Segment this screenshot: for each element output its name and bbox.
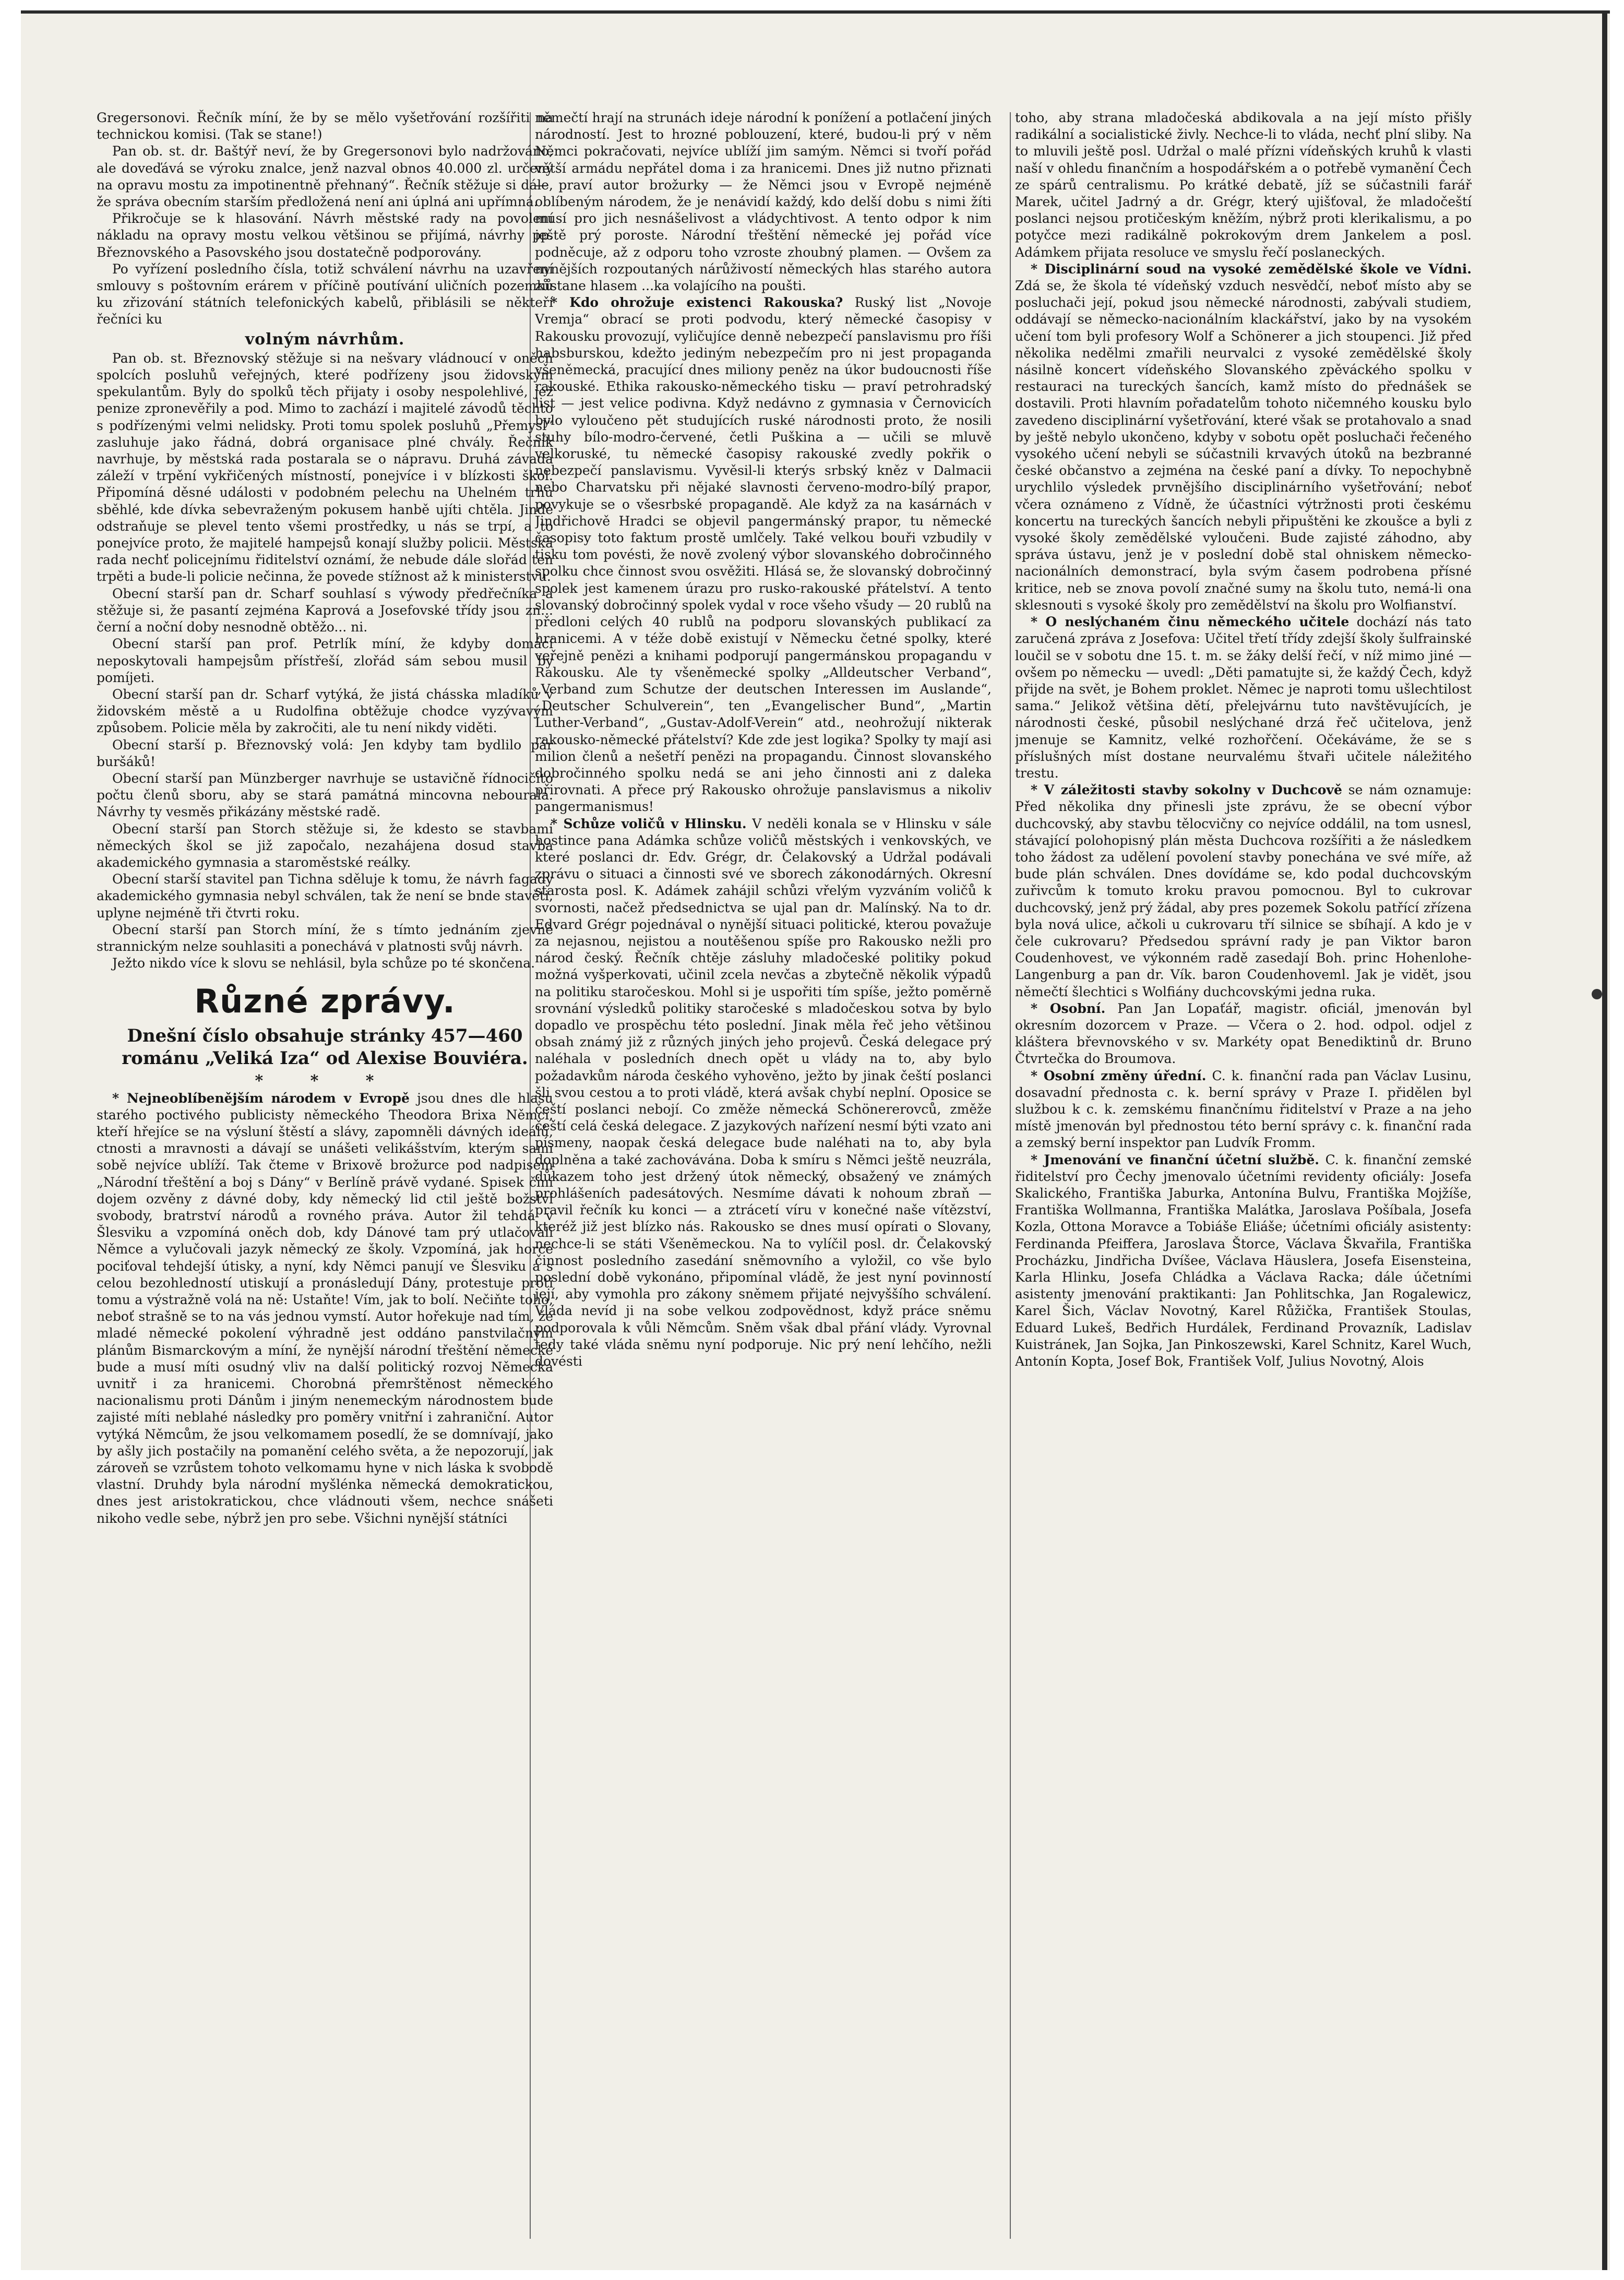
column-1: [97, 110, 553, 2241]
right-border: [1602, 10, 1607, 2270]
article-text: se nám oznamuje: Před několika dny přinesli jste zprávu, že se obecní výbor duchcovský, aby stavbu tělocvičny co nejvíce oddálil, na tom usnesl, stávající polohopisný plán města Duchcova rozšířiti a že následkem toho žádost za udělení povolení stavby ponechána ve své míře, až bude plán schválen. Dnes dovídáme se, kdo podal duchcovským zuřivcům k tomuto kroku pravou pomocnou. Byl to cukrovar duchcovský, jenž prý žádal, aby pres pozemek Sokolu patřící zřízena byla nová ulice, ačkoli u cukrovaru tří silnice se sbíhají. A kdo je v čele cukrovaru? Předsedou správní rady je pan Viktor baron Coudenhovest, ve výkonném radě zasedají Boh. princ Hohenlohe-Langenburg a pan dr. Vík. baron Coudenhoveml. Jak je vidět, jsou němečtí šlechtici s Wolfiány duchcovskými jedna ruka.: [1015, 782, 1472, 999]
paragraph: Pan ob. st. Březnovský stěžuje si na nešvary vládnoucí v oněch spolcích posluhů veřejných, které podřízeny jsou židovským spekulantům. Byly do spolků těch přijaty i osoby nespolehlivé, jež penize zpronevěřily a pod. Mimo to zachází i majitelé závodů těchto s podřízenými velmi nelidsky. Proti tomu spolek posluhů „Přemysl“ zasluhuje jako řádná, dobrá organisace plné chvály. Řečník navrhuje, by městská rada postarala se o nápravu. Druhá závada záleží v trpění vykřičených místností, ponejvíce i v blízkosti škol. Připomíná děsné události v podobném pelechu na Uhelném trhu sběhlé, kde dívka sebevraženým pokusem hanbě ujíti chtěla. Jinde odstraňuje se plevel tento všemi prostředky, u nás se trpí, a to ponejvíce proto, že majitelé hampejsů konají služby policii. Městská rada nechť policejnímu řiditelství oznámí, že nebude dále slořád ten trpěti a bude-li policie nečinna, že povede stížnost až k ministerstvu.: [97, 350, 553, 584]
paragraph: Obecní starší pan prof. Petrlík míní, že kdyby domácí neposkytovali hampejsům přístřeší, zlořád sám sebou musil by pomíjeti.: [97, 636, 553, 685]
paragraph: Obecní starší pan dr. Scharf souhlasí s výwody předřečníka a stěžuje si, že pasantí zejména Kaprová a Josefovské třídy jsou zn... černí a noční doby nesnodně obtěžo... ni.: [97, 586, 553, 635]
article-text: Ruský list „Novoje Vremja“ obrací se proti podvodu, který německé časopisy v Rakousku provozují, vyličujíce denně nebezpečí panslavismu pro říši habsburskou, kdežto jediným nebezpečím pro ni jest propaganda všeněmecká, pracující dnes miliony peněz na úkor budoucnosti říše rakouské. Ethika rakousko-německého tisku — praví petrohradský list — jest velice podivna. Když nedávno z gymnasia v Černovicích bylo vyloučeno pět studujících ruské národnosti proto, že nosili stuhy bílo-modro-červené, četli Puškina a — učili se mluvě velkoruské, tu německé časopisy rakouské zvedly pokřik o nebezpečí panslavismu. Vyvěsil-li kterýs srbský kněz v Dalmacii nebo Charvatsku při nějaké slavnosti červeno-modro-bílý prapor, povykuje se o všesrbské propagandě. Ale když za na kasárnách v Jindřichově Hradci se objevil pangermánský prapor, tu německé časopisy toto faktum prostě umlčely. Také velkou bouři vzbudily v tisku tom povésti, že nově zvolený výbor slovanského dobročinného spolku chce činnost svou osvěžiti. Hlásá se, že slovanský dobročinný spolek jest kamenem úrazu pro rusko-rakouské přátelství. A tento slovanský dobročinný spolek vydal v roce všeho všudy — 20 rublů na předloni celých 40 rublů na podporu slovanských publikací za hranicemi. A v téže době existují v Německu četné spolky, které veřejně penězi a knihami podporují pangermánskou propagandu v Rakousku. Ale ty všeněmecké spolky „Alldeutscher Verband“, „Verband zum Schutze der deutschen Interessen im Auslande“, „Deutscher Schulverein“, ten „Evangelischer Bund“, „Martin Luther-Verband“, „Gustav-Adolf-Verein“ atd., neohrožují nikterak rakousko-německé přátelství? Kde zde jest logika? Spolky ty mají asi milion členů a nešetří penězi na propagandu. Činnost slovanského dobročinného spolku nedá se ani jeho činnosti ani z daleka přirovnati. A přece prý Rakousko ohrožuje panslavismus a nikoliv pangermanismus!: [535, 295, 992, 815]
serial-notice: Dnešní číslo obsahuje stránky 457—460 románu „Veliká Iza“ od Alexise Bouviéra.: [122, 1025, 528, 1069]
paragraph: toho, aby strana mladočeská abdikovala a na její místo přišly radikální a socialistické živly. Nechce-li to vláda, nechť plní sliby. Na to mluvili ještě posl. Udržal o malé přízni vídeňských kruhů k vlasti naší v ohledu finančním a hospodářském a o potřebě vymanění Čech ze spárů centralismu. Po krátké debatě, jíž se súčastnili farář Marek, učitel Jadrný a dr. Grégr, který ujišťoval, že mladočeští poslanci nejsou protičeským kněžím, nýbrž proti klerikalismu, a po potyčce mezi radikálně pokrokovým drem Jankelem a posl. Adámkem přijata resoluce ve smyslu řečí poslaneckých.: [1015, 110, 1472, 260]
article-heading: * Jmenování ve finanční účetní službě.: [1031, 1152, 1319, 1167]
article-heading: * O neslýchaném činu německého učitele: [1031, 614, 1350, 630]
article-heading: * Disciplinární soud na vysoké zemědělské škole ve Vídni.: [1031, 261, 1472, 277]
article-heading: * Nejneoblíbenějším národem v Evropě: [112, 1090, 410, 1106]
column-3: [1015, 110, 1472, 2241]
paragraph: Ježto nikdo více k slovu se nehlásil, byla schůze po té skončena.: [112, 956, 535, 971]
article-heading: * Schůze voličů v Hlinsku.: [551, 816, 747, 831]
column-divider: [1010, 112, 1011, 2239]
paragraph: Obecní starší pan Storch míní, že s tímto jednáním zjevně strannickým nelze souhlasiti a ponechává v platnosti svůj návrh.: [97, 922, 553, 954]
top-border: [21, 10, 1610, 14]
article-heading: * Osobní.: [1031, 1000, 1106, 1016]
paragraph: Po vyřízení posledního čísla, totiž schválení návrhu na uzavření smlouvy s poštovním erárem v příčině poutívání uličních pozemků ku zřizování státních telefonických kabelů, přiblásili se někteří řečníci ku: [97, 261, 553, 327]
article-text: dochází nás tato zaručená zpráva z Josefova: Učitel třetí třídy zdejší školy šulfrainské loučil se v sobotu dne 15. t. m. se žáky delší řečí, v níž mimo jiné — ovšem po německu — uvedl: „Děti pamatujte si, že každý Čech, když přijde na svět, je Bohem proklet. Němec je naproti tomu ušlechtilost sama.“ Jelikož většina dětí, přelejvárnu tuto navštěvujících, je národnosti české, působil neslýchané drzá řeč učitelova, jenž jmenuje se Kamnitz, velké rozhořčení. Očekáváme, že se s příslušných míst dostane neurvalému štvaři učitele náležitého trestu.: [1015, 614, 1472, 781]
article-text: Zdá se, že škola té vídeňský vzduch nesvědčí, neboť místo aby se posluchači její, pokud jsou německé národnosti, zabývali studiem, oddávají se německo-nacionálním klackářství, jako by na vysokém učení tom byli profesory Wolf a Schönerer a jich stoupenci. Již před několika nedělmi zmařili neurvalci z vysoké zemědělské školy násilně koncert vídeňského Slovanského zpěváckého spolku v restauraci na tureckých šancích, kamž místo do přednášek se dostavili. Proti hlavním pořadatelům tohoto ničemného kousku bylo zavedeno disciplinární vyšetřování, které však se protahovalo a snad by ještě nebylo ukončeno, kdyby v sobotu opět posluchači řečeného vysokého učení nebyli se súčastnili krvavých útoků na bezbranné české občanstvo a zejména na české paní a dívky. To nepochybně urychlilo výsledek prvnějšího disciplinárního vyšetřování; neboť včera oznámeno z Vídně, že účastníci výtržnosti proti českému koncertu na tureckých šancích nebyli připuštěni ke zkoušce a byli z vysoké školy zemědělské vyloučeni. Bude zajisté záhodno, aby správa ústavu, jenž je v poslední době stal ohniskem německo-nacionálních demonstrací, byla svým časem podrobena přísné kritice, neb se znova povolí značné sumy na školu tuto, nemá-li ona sklesnouti s vysoké školy pro zemědělství na školu pro Wolfianství.: [1015, 278, 1472, 613]
separator-stars: * * *: [255, 1072, 395, 1091]
paragraph: Obecní starší pan dr. Scharf vytýká, že jistá chásska mladíků v židovském městě a u Rudolfina obtěžuje chodce vyzývavým způsobem. Policie měla by zakročiti, ale tu není nikdy viděti.: [97, 686, 553, 736]
paragraph: Pan ob. st. dr. Baštýř neví, že by Gregersonovi bylo nadržováno, ale doveďává se výroku znalce, jenž nazval obnos 40.000 zl. určený na opravu mostu za impotinentně přehnaný“. Řečník stěžuje si dále, že správa obecním starším předložená není ani úplná ani upřímná.: [97, 144, 553, 210]
paragraph: Obecní starší p. Březnovský volá: Jen kdyby tam bydlilo pár buršáků!: [97, 737, 553, 769]
article-heading: * Osobní změny úřední.: [1031, 1068, 1207, 1083]
binding-hole-mark: [1592, 989, 1602, 999]
paragraph: Obecní starší pan Münzberger navrhuje se ustavičně řídnocičito počtu členů sboru, aby se stará památná mincovna nebourala. Návrhy ty vesměs přikázány městské radě.: [97, 770, 553, 820]
paragraph: Gregersonovi. Řečník míní, že by se mělo vyšetřování rozšířiti na technickou komisi. (Tak se stane!): [97, 110, 553, 142]
article-text: jsou dnes dle hlasu starého poctivého publicisty německého Theodora Brixa Němci, kteří hřejíce se na výsluní štěstí a slávy, zapomněli dávných ideálů, ctnosti a mravnosti a dávají se unášeti velikášstvím, kterým sami sobě nejvíce ublíží. Tak čteme v Brixově brožurce pod nadpisem „Národní třeštění a boj s Dány“ v Berlíně právě vydané. Spisek činí dojem ozvěny z dávné doby, kdy německý lid ctil ještě božství svobody, bratrství národů a rovného práva. Autor žil tehdá v Šlesviku a vzpomíná oněch dob, kdy Dánové tam prý utlačovali Němce a vylučovali jazyk německý ze školy. Vzpomíná, jak horce pociťoval tehdejší útisky, a nyní, kdy Němci panují ve Šlesviku a s celou bezohledností utiskují a pronásledují Dány, protestuje proti tomu a výstražně volá na ně: Ustaňte! Vím, jak to bolí. Nečiňte toho, neboť strašně se to na vás jednou vymstí. Autor hořekuje nad tím, že mladé německé pokolení výhradně jest oddáno panstvilačným plánům Bismarckovým a míní, že nynější národní třeštění německé bude a musí míti osudný vliv na další politický rozvoj Německa uvnitř i za hranicemi. Chorobná přemrštěnost německého nacionalismu proti Dánům i jiným nenemeckým národnostem bude zajisté míti neblahé následky pro poměry vnitřní i zahraniční. Autor vytýká Němcům, že jsou velkomamem posedlí, že se domnívají, jako by ašly jich postačily na pomanění celého světa, a že nepozorují, jak zároveň se vzrůstem tohoto velkomamu hyne v nich láska k svobodě vlastní. Druhdy byla národní myšlénka německá demokratickou, dnes jest aristokratickou, chce vládnouti všem, nechce snášeti nikoho vedle sebe, nýbrž jen pro sebe. Všichni nynější státníci: [97, 1090, 553, 1526]
paragraph: němečtí hrají na strunách ideje národní k ponížení a potlačení jiných národností. Jest to hrozné poblouzení, které, budou-li prý v něm Němci pokračovati, nejvíce ublíží jim samým. Němci si tvoří pořád větší armádu nepřátel doma i za hranicemi. Dnes již nutno přiznati — praví autor brožurky — že Němci jsou v Evropě nejméně oblíbeným národem, že je nenávidí každý, kdo delší dobu s nimi žíti musí pro jich nesnášelivost a vládychtivost. A tento odpor k nim ještě prý poroste. Národní třeštění německé jej pořád více podněcuje, až z odporu toho vzroste zhoubný plamen. — Ovšem za nynějších rozpoutaných nárůživostí německých hlas starého autora zůstane hlasem ...ka volajícího na poušti.: [535, 110, 992, 294]
article-heading: * V záležitosti stavby sokolny v Duchcově: [1031, 782, 1342, 798]
article-text: Pan Jan Lopaťář, magistr. oficiál, jmenován byl okresním dozorcem v Praze. — Včera o 2. hod. odpol. odjel z kláštera břevnovského v sv. Markéty opat Benediktinů dr. Bruno Čtvrtečka do Broumova.: [1015, 1000, 1472, 1067]
article-text: C. k. finanční rada pan Václav Lusinu, dosavadní přednosta c. k. berní správy v Praze I. přidělen byl službou k c. k. zemskému finančnímu řiditelství v Praze a na jeho místě jmenován byl přednostou této berní správy c. k. finanční rada a zemský berní inspektor pan Ludvík Fromm.: [1015, 1068, 1472, 1151]
paragraph: Přikročuje se k hlasování. Návrh městské rady na povolení nákladu na opravy mostu velkou většinou se přijímá, návrhy pp. Březnovského a Pasovského jsou dostatečně podporovány.: [97, 211, 553, 260]
subheading: volným návrhům.: [245, 330, 405, 349]
section-title: Různé zprávy.: [194, 982, 456, 1021]
article-heading: * Kdo ohrožuje existenci Rakouska?: [551, 295, 843, 311]
paragraph: Obecní starší stavitel pan Tichna sděluje k tomu, že návrh fagady akademického gymnasia nebyl schválen, tak že není se bnde stavěti, uplyne nejméně tři čtvrti roku.: [97, 872, 553, 921]
article-text: C. k. finanční zemské řiditelství pro Čechy jmenovalo účetními revidenty oficiály: Josefa Skalického, Františka Jaburka, Antonína Bulvu, Františka Mojžíše, Františka Wollmanna, Františka Malátka, Jaroslava Pošíbala, Josefa Kozla, Ottona Moravce a Tobiáše Eliáše; účetními oficiály asistenty: Ferdinanda Pfeiffera, Jaroslava Štorce, Václava Škvařila, Františka Procházku, Jindřicha Dvíšee, Václava Häuslera, Josefa Eisensteina, Karla Hlinku, Josefa Chládka a Václava Racka; dále účetními asistenty jmenování praktikanti: Jan Pohlitschka, Jan Rogalewicz, Karel Šich, Václav Novotný, Karel Růžička, František Stoulas, Eduard Lukeš, Bedřich Hurdálek, Ferdinand Provazník, Ladislav Kuistránek, Jan Sojka, Jan Pinkoszewski, Karel Schnitz, Karel Wuch, Antonín Kopta, Josef Bok, František Volf, Julius Novotný, Alois: [1015, 1152, 1472, 1369]
column-2: [535, 110, 992, 2241]
article-text: V neděli konala se v Hlinsku v sále hostince pana Adámka schůze voličů městských i venkovských, ve které poslanci dr. Edv. Grégr, dr. Čelakovský a Udržal podávali zprávu o situaci a činnosti své ve sborech zákonodárných. Okresní starosta posl. K. Adámek zahájil schůzi vřelým vyzváním voličů k svornosti, načež předsednictva se ujal pan dr. Malínský. Na to dr. Edvard Grégr pojednával o nynější situaci politické, kterou považuje za nejasnou, nejistou a noutěšenou spíše pro Rakousko nežli pro národ český. Řečník chtěje zásluhy mladočeské politiky pokud možná vyšperkovati, učinil zcela nevčas a zbytečně několik výpadů na politiku staročeskou. Mohl si je uspořiti tím spíše, ježto poměrně srovnání výsledků politiky staročeské s mladočeskou sotva by bylo dopadlo ve prospěchu této poslední. Jinak měla řeč jeho většinou obsah známý již z různých jiných jeho projevů. Česká delegace prý naléhala v posledních dnech opět u vlády na to, aby bylo požadavkům národa českého vyhověno, ježto by jinak čeští poslanci šli svou cestou a to proti vládě, která avšak chybí neplní. Oposice se čeští poslanci nebojí. Co změže německá Schönererovců, změže čeští celá česká delegace. Z jazykových nařízení nesmí býti vzato ani písmeny, naopak česká delegace bude naléhati na to, aby byla doplněna a také zachovávána. Doba k smíru s Němci ještě neuzrála, důkazem toho jest držený útok německý, obsažený ve známých prohlášeních padesátových. Nesmíme dávati k nohoum zbraň — pravil řečník ku konci — a ztrácetí víru v konečné naše vítězství, kteréž již jest blízko nás. Rakousko se dnes musí opírati o Slovany, nechce-li se státi Všeněmeckou. Na to vylíčil posl. dr. Čelakovský činnost posledního zasedání sněmovního a vyložil, co vše bylo poslední době vykonáno, připomínal vládě, že jest nyní povinností její, aby vymohla pro zákony sněmem přijaté nejvyššího schválení. Vláda nevíd ji na sobe velkou zodpovědnost, když práce sněmu podporovala k vůli Němcům. Sněm však dbal přání vlády. Vyrovnal tedy také vláda sněmu nyní podporuje. Nic prý není lehčího, nežli dovésti: [535, 816, 992, 1369]
paragraph: Obecní starší pan Storch stěžuje si, že kdesto se stavbami německých škol se již započalo, nezahájena dosud stavba akademického gymnasia a staroměstské reálky.: [97, 821, 553, 870]
